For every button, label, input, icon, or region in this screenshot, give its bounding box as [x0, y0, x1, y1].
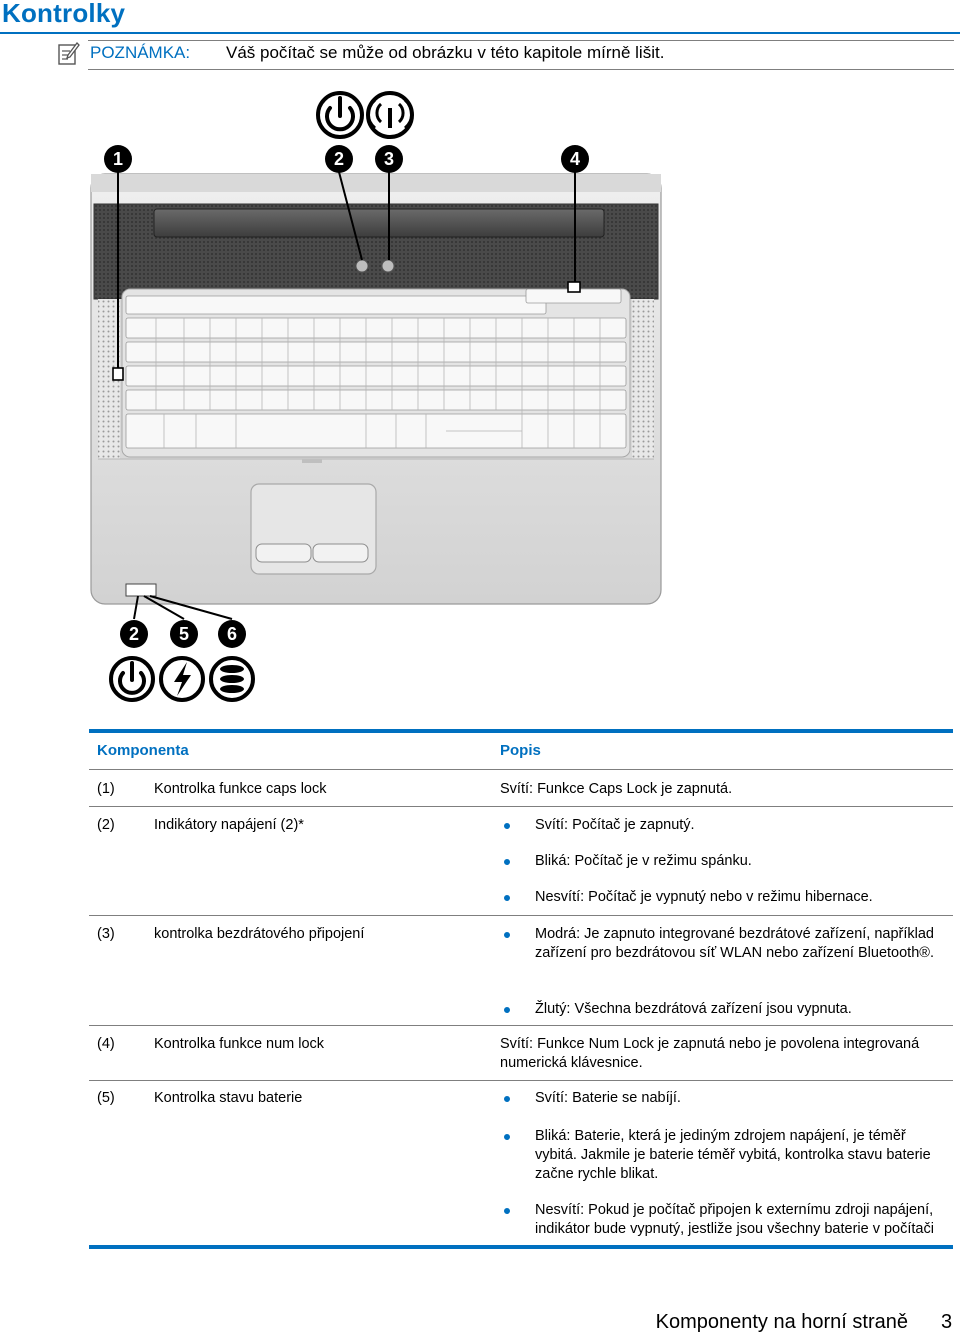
row-5-bullet-1: Svítí: Baterie se nabíjí. [535, 1090, 681, 1106]
row-rule [89, 806, 953, 807]
footer-section-title: Komponenty na horní straně [655, 1311, 908, 1333]
page-title: Kontrolky [2, 0, 126, 28]
row-1-component: Kontrolka funkce caps lock [154, 781, 327, 797]
note-pencil-icon [58, 42, 80, 66]
svg-text:3: 3 [383, 149, 395, 169]
row-2-bullet-3: Nesvítí: Počítač je vypnutý nebo v režimu hibernace. [535, 889, 873, 905]
row-2-bullet-1: Svítí: Počítač je zapnutý. [535, 817, 695, 833]
row-rule [89, 1025, 953, 1026]
row-4-description: Svítí: Funkce Num Lock je zapnutá nebo je povolena integrovaná numerická klávesnice. [500, 1036, 920, 1071]
svg-text:4: 4 [569, 149, 581, 169]
row-5-bullet-2: Bliká: Baterie, která je jediným zdrojem napájení, je téměř vybitá. Jakmile je baterie téměř vybitá, kontrolka stavu baterie začne rychle blikat. [535, 1128, 931, 1182]
bullet [504, 859, 510, 865]
row-1-description: Svítí: Funkce Caps Lock je zapnutá. [500, 781, 733, 797]
row-2-bullet-2: Bliká: Počítač je v režimu spánku. [535, 853, 752, 869]
bullet [504, 1134, 510, 1140]
bullet [504, 1007, 510, 1013]
row-3-bullet-1: Modrá: Je zapnuto integrované bezdrátové zařízení, například zařízení pro bezdrátovou síť WLAN nebo zařízení Bluetooth®. [535, 926, 934, 961]
laptop-indicators-illustration [86, 84, 676, 714]
bullet [504, 1096, 510, 1102]
table-top-rule [89, 729, 953, 733]
svg-text:2: 2 [128, 624, 140, 644]
wireless-icon-large [368, 93, 412, 137]
note-box [58, 40, 954, 70]
row-3-bullet-2: Žlutý: Všechna bezdrátová zařízení jsou vypnuta. [535, 1001, 852, 1017]
note-rule-top [88, 40, 954, 41]
row-2-component: Indikátory napájení (2)* [154, 817, 304, 833]
row-rule [89, 915, 953, 916]
title-rule [0, 32, 960, 34]
header-rule [89, 769, 953, 770]
table-bottom-rule [89, 1245, 953, 1249]
svg-text:6: 6 [226, 624, 238, 644]
note-label: POZNÁMKA: [90, 43, 191, 62]
row-3-number: (3) [97, 926, 115, 942]
row-rule [89, 1080, 953, 1081]
battery-charge-icon [161, 658, 203, 700]
bullet [504, 823, 510, 829]
bullet [504, 895, 510, 901]
bullet [504, 1208, 510, 1214]
row-2-number: (2) [97, 817, 115, 833]
svg-text:1: 1 [112, 149, 124, 169]
drive-icon [211, 658, 253, 700]
footer-page-number: 3 [941, 1311, 953, 1333]
row-4-component: Kontrolka funkce num lock [154, 1036, 325, 1052]
row-1-number: (1) [97, 781, 115, 797]
svg-text:5: 5 [178, 624, 190, 644]
header-description: Popis [500, 742, 541, 759]
row-5-component: Kontrolka stavu baterie [154, 1090, 303, 1106]
row-4-number: (4) [97, 1036, 115, 1052]
row-5-bullet-3: Nesvítí: Pokud je počítač připojen k externímu zdroji napájení, indikátor bude vypnutý, jestliže jsou všechny baterie v počítači [535, 1202, 934, 1237]
bullet [504, 932, 510, 938]
row-5-number: (5) [97, 1090, 115, 1106]
svg-text:2: 2 [333, 149, 345, 169]
header-component: Komponenta [97, 742, 189, 759]
note-rule-bottom [88, 69, 954, 70]
row-3-component: kontrolka bezdrátového připojení [154, 926, 365, 942]
power-icon-small [111, 658, 153, 700]
power-icon-large [318, 93, 362, 137]
note-text: Váš počítač se může od obrázku v této kapitole mírně lišit. [226, 43, 665, 62]
